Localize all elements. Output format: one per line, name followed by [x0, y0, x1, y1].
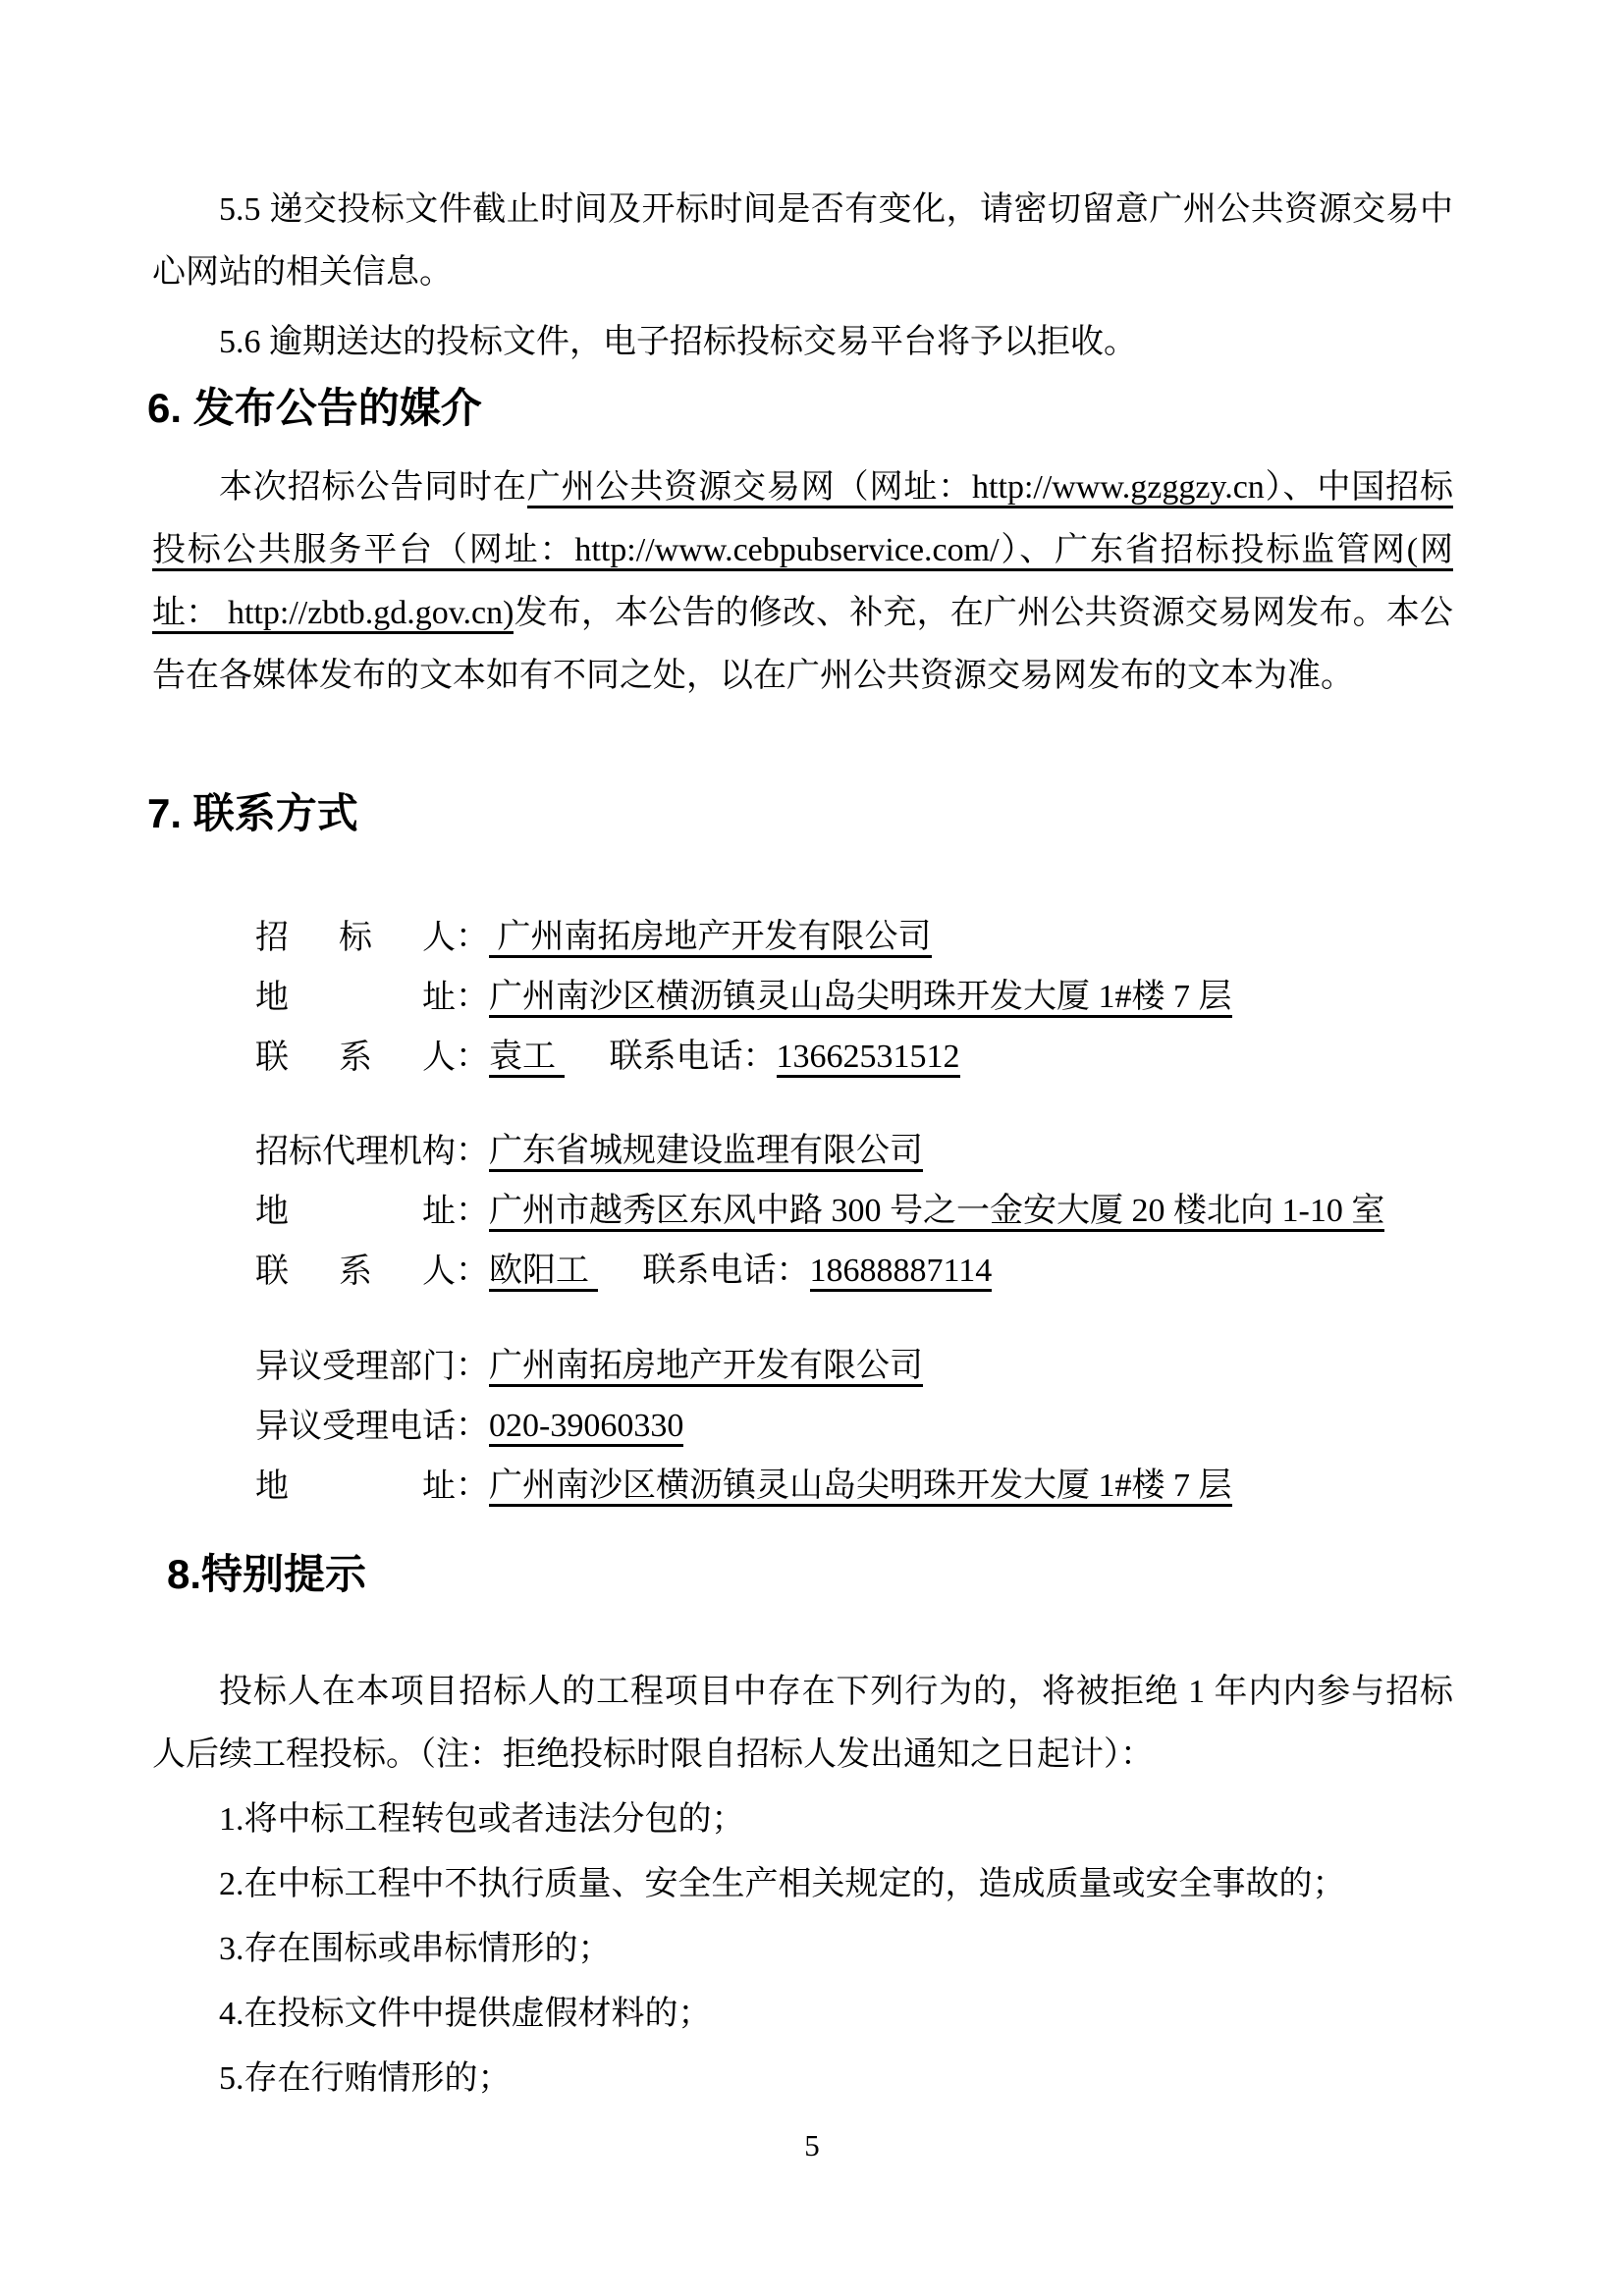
contact-colon: ：: [456, 1468, 489, 1504]
contact-value: 020-39060330: [489, 1408, 683, 1447]
paragraph-5-6: 5.6 逾期送达的投标文件，电子招标投标交易平台将予以拒收。: [219, 324, 1137, 360]
section-7-heading: 7. 联系方式: [147, 790, 358, 836]
contact-tel-value: 13662531512: [777, 1039, 960, 1078]
contact-row: [255, 908, 1556, 968]
contact-tel-label: 联系电话: [642, 1253, 777, 1289]
contact-label: 招标人: [255, 920, 456, 956]
section-6-heading: 6. 发布公告的媒介: [147, 385, 482, 431]
section-8-intro: 投标人在本项目招标人的工程项目中存在下列行为的，将被拒绝 1 年内内参与招标人后续工程投标。（注：拒绝投标时限自招标人发出通知之日起计）：: [152, 1674, 1453, 1773]
contact-row: [255, 1242, 1556, 1302]
list-item: 4.在投标文件中提供虚假材料的；: [219, 1996, 712, 2032]
contact-colon: ：: [456, 1133, 489, 1169]
contact-row: [255, 1182, 1556, 1242]
contact-colon: ：: [742, 1039, 777, 1075]
contact-colon: ：: [456, 1193, 489, 1229]
underlined-text: 广州公共资源交易网（网址：http://www.gzggzy.cn）、中国招标投标公共服务平台（网址：http://www.cebpubservice.com/）、广东省招标投标监管网(网址： http://zbtb.gd.gov.cn): [152, 469, 1453, 634]
contact-value: 广东省城规建设监理有限公司: [489, 1133, 923, 1172]
contact-label: 异议受理电话: [255, 1409, 456, 1445]
contact-value: 广州南沙区横沥镇灵山岛尖明珠开发大厦 1#楼 7 层: [489, 1468, 1232, 1507]
section-6-paragraph: [152, 456, 1453, 708]
contact-row: [255, 968, 1556, 1028]
contact-value: 广州南沙区横沥镇灵山岛尖明珠开发大厦 1#楼 7 层: [489, 979, 1232, 1018]
list-item: 2.在中标工程中不执行质量、安全生产相关规定的，造成质量或安全事故的；: [219, 1866, 1346, 1902]
contact-label: 地址: [255, 980, 456, 1016]
list-item: 5.存在行贿情形的；: [219, 2060, 512, 2097]
contact-value: 广州南拓房地产开发有限公司: [489, 1348, 923, 1387]
contact-label: 招标代理机构: [255, 1134, 456, 1170]
contact-colon: ：: [776, 1253, 810, 1289]
contact-value: 广州市越秀区东风中路 300 号之一金安大厦 20 楼北向 1-10 室: [489, 1193, 1384, 1232]
contact-colon: ：: [456, 979, 489, 1015]
contact-row: [255, 1122, 1556, 1182]
section-8-list: [152, 1788, 1453, 2111]
plain-text: 发布，本公告的修改、补充，在广州公共资源交易网发布。本公告在各媒体发布的文本如有不同之处，以在广州公共资源交易网发布的文本为准。: [152, 595, 1453, 694]
contact-row: [255, 1397, 1556, 1457]
plain-text: 本次招标公告同时在: [219, 469, 527, 506]
contact-colon: ：: [456, 1408, 489, 1444]
contact-row: [255, 1028, 1556, 1088]
contact-block-agency: [255, 1122, 1556, 1302]
contact-value: 广州南拓房地产开发有限公司: [489, 919, 932, 958]
contact-label: 地址: [255, 1194, 456, 1230]
contact-colon: ：: [456, 1039, 489, 1075]
contact-colon: ：: [456, 1253, 489, 1289]
contact-block-tenderee: [255, 908, 1556, 1088]
page-number: 5: [804, 2128, 820, 2163]
contact-colon: ：: [456, 1348, 489, 1384]
contact-value: 欧阳工: [489, 1253, 598, 1292]
contact-tel-label: 联系电话: [609, 1039, 743, 1075]
contact-label: 地址: [255, 1468, 456, 1505]
contact-row: [255, 1457, 1556, 1517]
paragraph-5-5: 5.5 递交投标文件截止时间及开标时间是否有变化，请密切留意广州公共资源交易中心网站的相关信息。: [152, 191, 1453, 291]
list-item: 3.存在围标或串标情形的；: [219, 1931, 612, 1967]
contact-label: 联系人: [255, 1040, 456, 1076]
contact-colon: ：: [456, 919, 489, 955]
list-item: 1.将中标工程转包或者违法分包的；: [219, 1801, 745, 1838]
contact-label: 联系人: [255, 1254, 456, 1290]
contact-value: 袁工: [489, 1039, 565, 1078]
contact-row: [255, 1337, 1556, 1397]
contact-label: 异议受理部门: [255, 1349, 456, 1385]
contact-block-objection: [255, 1337, 1556, 1517]
section-8-heading: 8.特别提示: [167, 1551, 367, 1597]
contact-tel-value: 18688887114: [810, 1253, 993, 1292]
